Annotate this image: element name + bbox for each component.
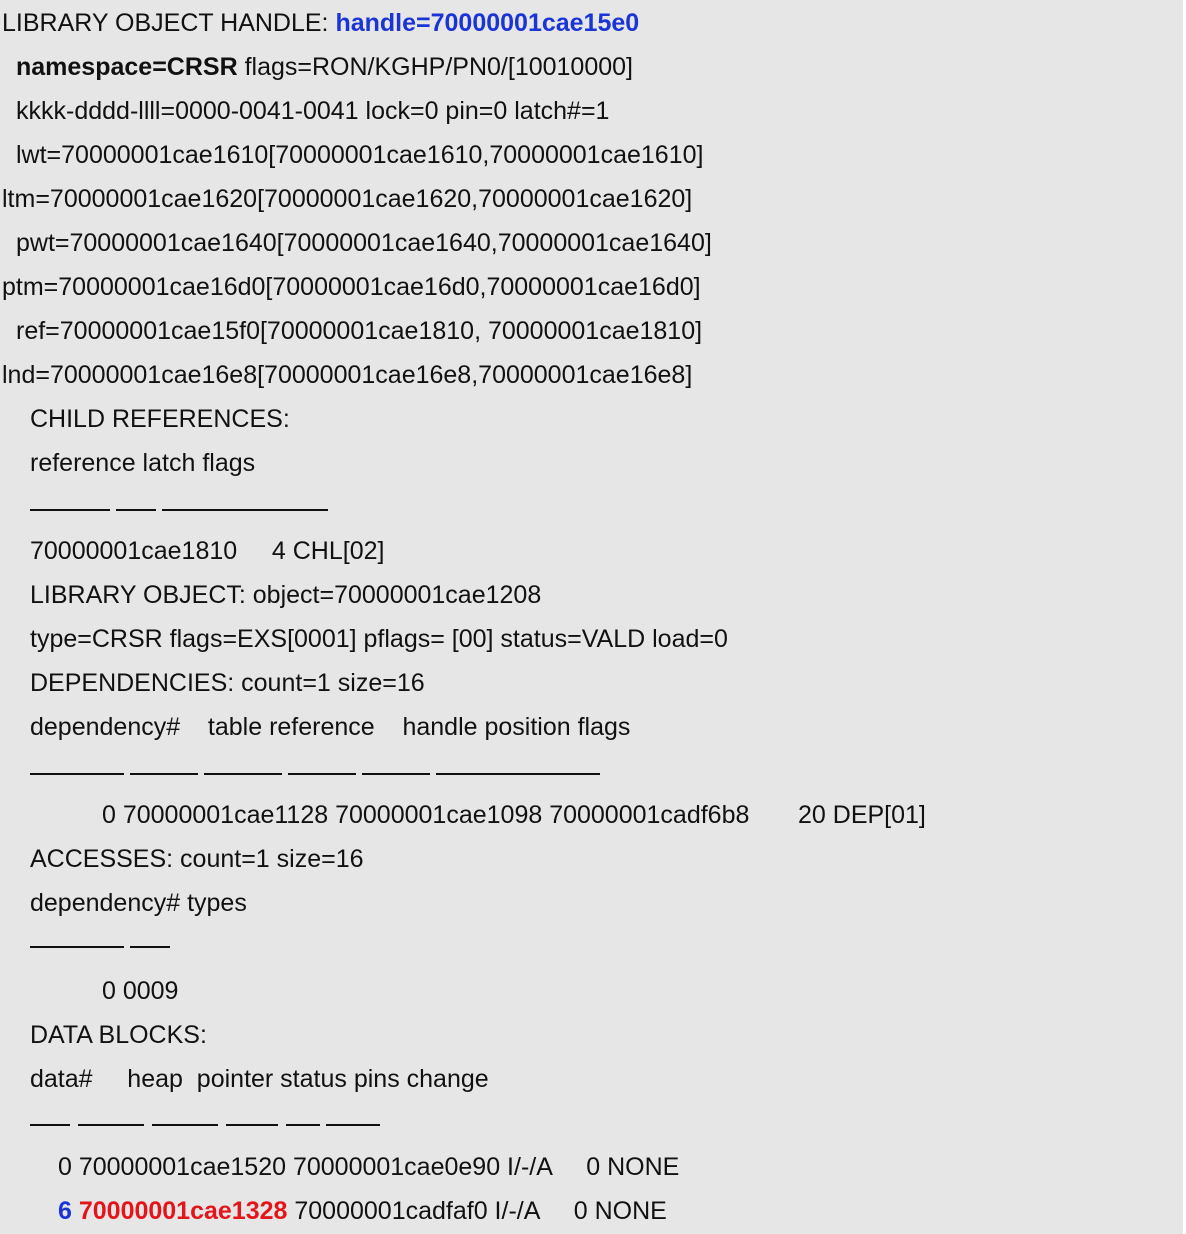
lwt-line: lwt=70000001cae1610[70000001cae1610,70000001cae1610]: [16, 141, 704, 169]
data-block-heap-address: 70000001cae1328: [78, 1197, 288, 1225]
library-object-type-line: type=CRSR flags=EXS[0001] pflags= [00] status=VALD load=0: [30, 625, 728, 653]
pwt-line: pwt=70000001cae1640[70000001cae1640,70000001cae1640]: [16, 229, 712, 257]
namespace-label: namespace=CRSR: [16, 53, 238, 81]
data-blocks-row-6: [58, 1196, 667, 1226]
accesses-row: 0 0009: [102, 977, 179, 1005]
lnd-line: lnd=70000001cae16e8[70000001cae16e8,70000001cae16e8]: [2, 361, 693, 389]
namespace-line: [16, 52, 633, 82]
accesses-title: ACCESSES: count=1 size=16: [30, 845, 364, 873]
namespace-flags: flags=RON/KGHP/PN0/[10010000]: [237, 53, 633, 81]
dependencies-header: dependency# table reference handle position flags: [30, 713, 631, 741]
data-blocks-row-0: 0 70000001cae1520 70000001cae0e90 I/-/A 0 NONE: [58, 1153, 680, 1181]
handle-address: handle=70000001cae15e0: [335, 9, 640, 37]
data-block-pointer-status: 70000001cadfaf0 I/-/A 0 NONE: [287, 1197, 667, 1225]
ltm-line: ltm=70000001cae1620[70000001cae1620,70000001cae1620]: [2, 185, 693, 213]
ref-line: ref=70000001cae15f0[70000001cae1810, 70000001cae1810]: [16, 317, 703, 345]
accesses-header: dependency# types: [30, 889, 247, 917]
child-references-row: 70000001cae1810 4 CHL[02]: [30, 537, 385, 565]
child-references-header: reference latch flags: [30, 449, 256, 477]
ptm-line: ptm=70000001cae16d0[70000001cae16d0,70000001cae16d0]: [2, 273, 701, 301]
library-object-title: LIBRARY OBJECT: object=70000001cae1208: [30, 581, 542, 609]
data-block-number: 6: [58, 1197, 72, 1225]
data-blocks-header: data# heap pointer status pins change: [30, 1065, 489, 1093]
handle-label: LIBRARY OBJECT HANDLE:: [2, 9, 336, 37]
dependencies-title: DEPENDENCIES: count=1 size=16: [30, 669, 425, 697]
data-blocks-title: DATA BLOCKS:: [30, 1021, 207, 1049]
child-references-title: CHILD REFERENCES:: [30, 405, 290, 433]
handle-line: [2, 8, 639, 38]
dependencies-row: 0 70000001cae1128 70000001cae1098 70000001cadf6b8 20 DEP[01]: [102, 801, 926, 829]
kkkk-line: kkkk-dddd-llll=0000-0041-0041 lock=0 pin=0 latch#=1: [16, 97, 610, 125]
